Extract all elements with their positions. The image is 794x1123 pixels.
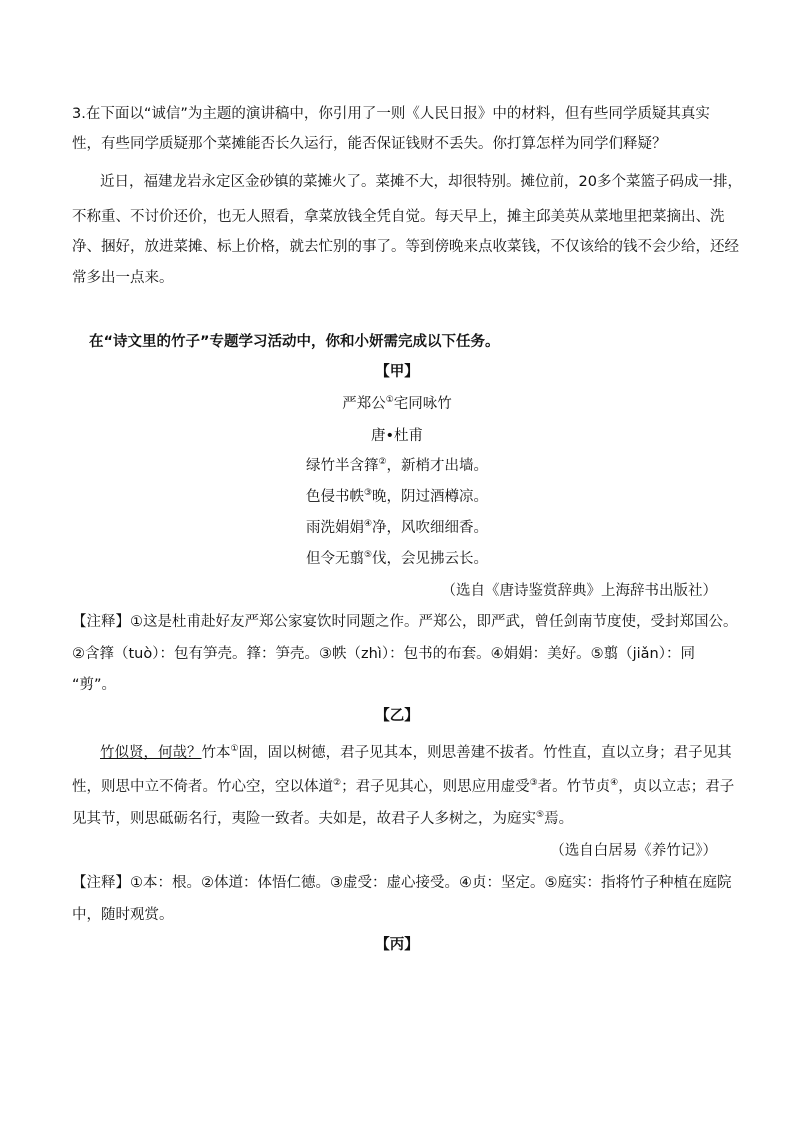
jia-note-line-2: ②含箨（tuò）：包有笋壳。箨：笋壳。③帙（zhì）：包书的布套。④娟娟：美好。⑤翦（jiǎn）：同 <box>72 646 695 662</box>
poem-title: 严郑公①宅同咏竹 <box>342 395 452 412</box>
section-jia-label: 【甲】 <box>375 364 419 380</box>
section-bing-label: 【丙】 <box>375 937 419 953</box>
section-yi-label: 【乙】 <box>375 708 419 724</box>
jia-note-line-3: “剪”。 <box>72 677 117 693</box>
poem-source: （选自《唐诗鉴赏辞典》上海辞书出版社） <box>441 583 717 599</box>
material-line-1: 近日，福建龙岩永定区金砂镇的菜摊火了。菜摊不大，却很特别。摊位前，20多个菜篮子码成一排， <box>100 174 742 190</box>
poem-line-3: 雨洗娟娟④净，风吹细细香。 <box>305 519 489 536</box>
poem-line-2: 色侵书帙③晚，阴过酒樽凉。 <box>305 488 489 505</box>
yi-note-line-2: 中，随时观赏。 <box>72 907 174 923</box>
poem-line-1: 绿竹半含箨②，新梢才出墙。 <box>305 457 489 474</box>
material-line-4: 常多出一点来。 <box>72 270 174 286</box>
poem-author: 唐•杜甫 <box>370 428 424 444</box>
prose-line-3: 见其节，则思砥砺名行，夷险一致者。夫如是，故君子人多树之，为庭实⑤焉。 <box>72 810 574 827</box>
material-line-3: 净、捆好，放进菜摊、标上价格，就去忙别的事了。等到傍晚来点收菜钱，不仅该给的钱不会少给，还经 <box>72 239 739 255</box>
question-3-line-2: 性，有些同学质疑那个菜摊能否长久运行，能否保证钱财不丢失。你打算怎样为同学们释疑？ <box>72 136 667 152</box>
activity-intro: 在“诗文里的竹子”专题学习活动中，你和小妍需完成以下任务。 <box>89 334 500 350</box>
jia-note-line-1: 【注释】①这是杜甫赴好友严郑公家宴饮时同题之作。严郑公，即严武，曾任剑南节度使，受封郑国公。 <box>72 614 738 630</box>
poem-line-4: 但令无翦⑤伐，会见拂云长。 <box>305 550 489 567</box>
prose-line-1: 竹似贤，何哉？竹本①固，固以树德，君子见其本，则思善建不拔者。竹性直，直以立身；君子见其 <box>100 744 732 761</box>
prose-source: （选自白居易《养竹记》） <box>550 843 717 859</box>
yi-note-line-1: 【注释】①本：根。②体道：体悟仁德。③虚受：虚心接受。④贞：坚定。⑤庭实：指将竹子种植在庭院 <box>72 875 732 891</box>
question-3-line-1: 3.在下面以“诚信”为主题的演讲稿中，你引用了一则《人民日报》中的材料，但有些同学质疑其真实 <box>72 106 710 122</box>
material-line-2: 不称重、不讨价还价，也无人照看，拿菜放钱全凭自觉。每天早上，摊主邱美英从菜地里把菜摘出、洗 <box>72 209 725 225</box>
prose-line-2: 性，则思中立不倚者。竹心空，空以体道②；君子见其心，则思应用虚受③者。竹节贞④，贞以立志；君子 <box>72 778 735 795</box>
